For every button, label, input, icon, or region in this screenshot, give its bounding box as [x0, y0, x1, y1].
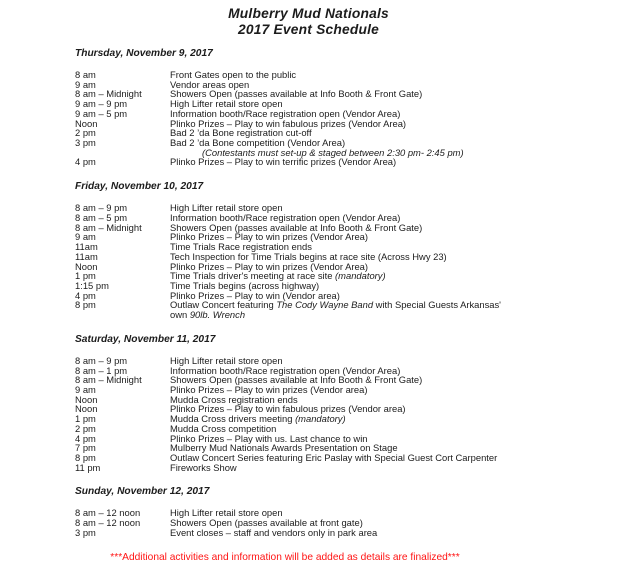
time-cell: 2 pm — [75, 422, 96, 434]
description-text: Time Trials driver's meeting at race site — [170, 270, 336, 282]
description-text: Time Trials begins (across highway) — [170, 279, 320, 291]
time-cell: 8 am – 9 pm — [75, 354, 128, 366]
time-cell: 9 am – 9 pm — [75, 98, 128, 110]
description-cell — [170, 528, 377, 538]
time-cell: Noon — [75, 393, 98, 405]
description-text: Mudda Cross registration ends — [170, 393, 298, 405]
schedule-row — [75, 232, 617, 242]
description-text: Plinko Prizes – Play to win fabulous prizes (Vendor Area) — [170, 117, 407, 129]
description-text: with Special Guests Arkansas' — [373, 299, 501, 311]
time-cell: 8 am – 1 pm — [75, 364, 128, 376]
time-cell: Noon — [75, 403, 98, 415]
schedule-row — [75, 463, 617, 473]
day-heading: Thursday, November 9, 2017 — [75, 48, 213, 59]
description-text: Plinko Prizes – Play to win terrific prizes (Vendor Area) — [170, 156, 397, 168]
schedule-row — [75, 385, 617, 395]
description-text: own — [170, 309, 190, 321]
description-text: 90lb. Wrench — [189, 309, 246, 321]
description-text: Showers Open (passes available at Info Booth & Front Gate) — [170, 88, 423, 100]
time-cell: 8 pm — [75, 299, 96, 311]
description-text: Fireworks Show — [170, 461, 237, 473]
event-schedule-document — [0, 6, 617, 563]
description-cell — [170, 157, 396, 167]
footer-note: ***Additional activities and information will be added as details are finalized*** — [110, 551, 460, 563]
schedule-row — [75, 281, 617, 291]
description-text: (mandatory) — [295, 413, 346, 425]
description-text: (Contestants must set-up & staged between 2:30 pm- 2:45 pm) — [202, 146, 464, 158]
schedule-row — [75, 404, 617, 414]
time-cell: 8 am – 12 noon — [75, 507, 141, 519]
time-cell: 11am — [75, 241, 98, 253]
description-text: Plinko Prizes – Play to win prizes (Vendor Area) — [170, 231, 369, 243]
time-cell: 4 pm — [75, 289, 96, 301]
time-cell: 8 am – Midnight — [75, 88, 142, 100]
description-text: Bad 2 ’da Bone registration cut-off — [170, 127, 312, 139]
description-text: Front Gates open to the public — [170, 69, 297, 80]
description-text: (mandatory) — [335, 270, 386, 282]
description-cell — [170, 463, 237, 473]
time-cell: 1 pm — [75, 270, 96, 282]
description-text: Plinko Prizes – Play to win (Vendor area) — [170, 289, 340, 301]
description-text: Plinko Prizes – Play to win fabulous prizes (Vendor area) — [170, 403, 406, 415]
description-cell — [170, 300, 501, 319]
description-text: High Lifter retail store open — [170, 507, 283, 519]
description-text: Showers Open (passes available at Info Booth & Front Gate) — [170, 221, 423, 233]
description-text: Plinko Prizes – Play to win prizes (Vendor Area) — [170, 260, 369, 272]
schedule-row — [75, 414, 617, 424]
day-heading: Saturday, November 11, 2017 — [75, 333, 216, 345]
description-text: Bad 2 ’da Bone competition (Vendor Area) — [170, 137, 346, 149]
title-line-2: 2017 Event Schedule — [237, 22, 380, 37]
description-text: Vendor areas open — [170, 78, 250, 90]
description-text: Tech Inspection for Time Trials begins at race site (Across Hwy 23) — [170, 250, 447, 262]
description-text: Mulberry Mud Nationals Awards Presentation on Stage — [170, 442, 398, 454]
description-text: Plinko Prizes – Play with us. Last chance to win — [170, 432, 368, 444]
time-cell: 8 am – Midnight — [75, 374, 142, 386]
description-text: Mudda Cross competition — [170, 422, 277, 434]
description-text: Plinko Prizes – Play to win prizes (Vendor area) — [170, 383, 368, 395]
time-cell: 8 am – 9 pm — [75, 202, 128, 214]
description-text: Time Trials Race registration ends — [170, 241, 312, 253]
time-cell: 7 pm — [75, 442, 96, 454]
time-cell: 4 pm — [75, 156, 96, 168]
time-cell: Noon — [75, 260, 98, 272]
description-text: Outlaw Concert featuring — [170, 299, 277, 311]
description-text: Showers Open (passes available at Info Booth & Front Gate) — [170, 374, 423, 386]
time-cell: 8 am — [75, 69, 96, 80]
description-text: Showers Open (passes available at front gate) — [170, 517, 363, 529]
time-cell: 11am — [75, 250, 98, 262]
time-cell: 8 am – 5 pm — [75, 211, 128, 223]
time-cell: 9 am — [75, 231, 96, 243]
description-text: Outlaw Concert Series featuring Eric Paslay with Special Guest Cort Carpenter — [170, 452, 498, 463]
schedule-row — [75, 157, 617, 167]
time-cell: 8 am – 12 noon — [75, 517, 141, 529]
time-cell: 9 am — [75, 78, 96, 90]
time-cell: 8 am – Midnight — [75, 221, 142, 233]
schedule-row — [75, 300, 617, 319]
day-section — [75, 334, 617, 473]
description-text: High Lifter retail store open — [170, 98, 283, 110]
day-section — [75, 48, 617, 167]
schedule-row — [75, 89, 617, 99]
schedule-row — [75, 271, 617, 281]
description-text: Information booth/Race registration open (Vendor Area) — [170, 364, 401, 376]
time-cell: 11 pm — [75, 461, 101, 473]
schedule-row — [75, 528, 617, 538]
time-cell: 9 am – 5 pm — [75, 107, 128, 119]
document-title — [0, 6, 617, 38]
schedule-row — [75, 453, 617, 463]
time-cell: 2 pm — [75, 127, 96, 139]
day-heading: Friday, November 10, 2017 — [75, 181, 204, 193]
description-text: Information booth/Race registration open (Vendor Area) — [170, 211, 401, 223]
schedule-row — [75, 119, 617, 129]
day-section — [75, 486, 617, 537]
description-text: High Lifter retail store open — [170, 202, 283, 214]
day-section — [75, 181, 617, 320]
schedule-row — [75, 128, 617, 138]
description-text: Event closes – staff and vendors only in park area — [170, 526, 378, 538]
time-cell: 4 pm — [75, 432, 96, 444]
time-cell: 3 pm — [75, 137, 96, 149]
description-text: High Lifter retail store open — [170, 354, 283, 366]
time-cell: 3 pm — [75, 526, 96, 538]
schedule — [0, 48, 617, 538]
title-line-1: Mulberry Mud Nationals — [228, 6, 389, 21]
time-cell: Noon — [75, 117, 98, 129]
time-cell: 8 pm — [75, 452, 96, 463]
schedule-row — [75, 70, 617, 80]
description-text: Mudda Cross drivers meeting — [170, 413, 296, 425]
description-text: The Cody Wayne Band — [276, 299, 374, 311]
time-cell: 1:15 pm — [75, 279, 109, 291]
time-cell: 9 am — [75, 383, 96, 395]
time-cell: 1 pm — [75, 413, 96, 425]
description-text: Information booth/Race registration open (Vendor Area) — [170, 107, 401, 119]
day-heading: Sunday, November 12, 2017 — [75, 486, 210, 498]
